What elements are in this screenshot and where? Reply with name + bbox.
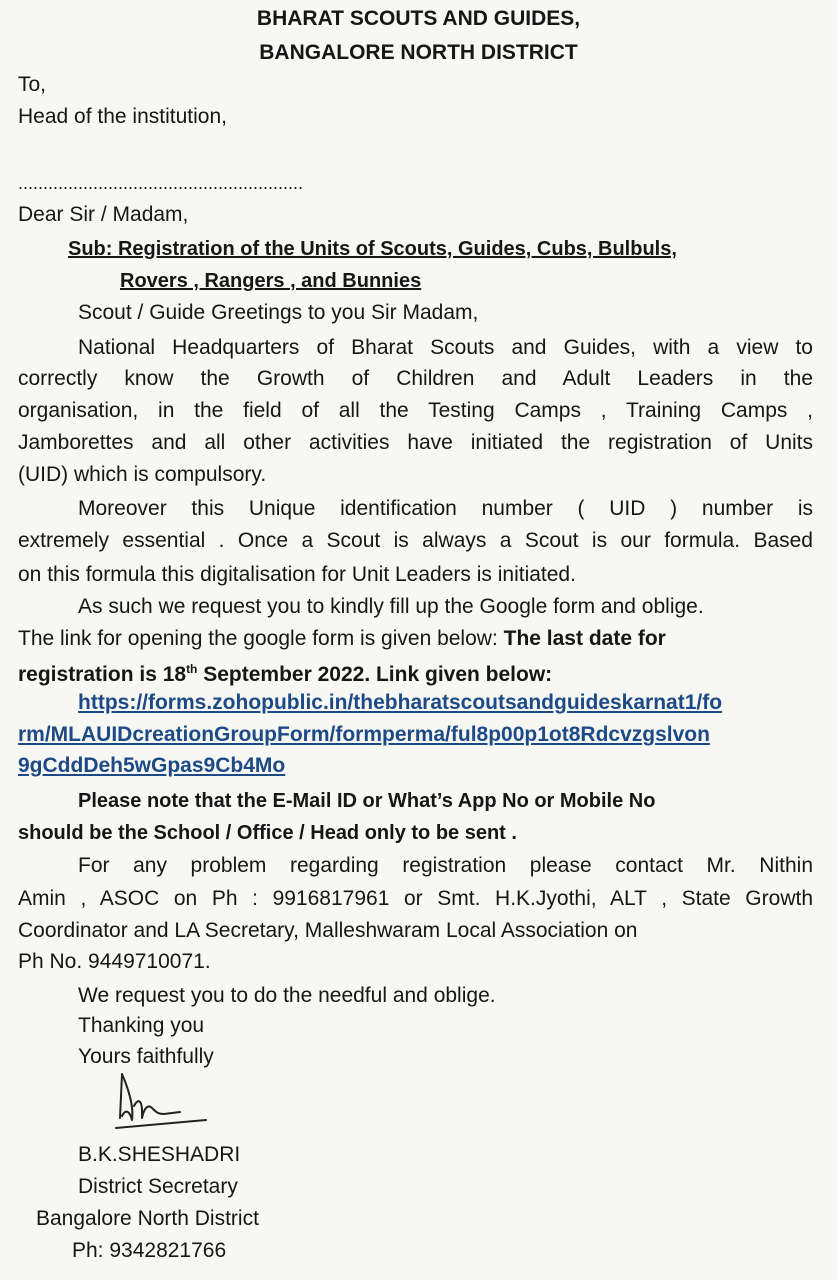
para1-line-3: organisation, in the field of all the Testing Camps , Training Camps , [18, 399, 813, 422]
note-line-2: should be the School / Office / Head only to be sent . [18, 822, 517, 844]
para1-line-5: (UID) which is compulsory. [18, 463, 267, 486]
contact-line-4: Ph No. 9449710071. [18, 950, 211, 973]
subject-line-1: Sub: Registration of the Units of Scouts, Guides, Cubs, Bulbuls, [68, 238, 677, 260]
greeting: Scout / Guide Greetings to you Sir Madam, [78, 301, 479, 324]
para2-line-3: on this formula this digitalisation for Unit Leaders is initiated. [18, 563, 576, 586]
para2-line-1: Moreover this Unique identification number ( UID ) number is [78, 497, 813, 520]
para3-line-2-text: The link for opening the google form is given below: [18, 627, 504, 650]
registration-date-text: registration is 18 [18, 663, 187, 686]
para1-line-2: correctly know the Growth of Children and Adult Leaders in the [18, 367, 813, 390]
para1-line-1: National Headquarters of Bharat Scouts and Guides, with a view to [78, 336, 813, 359]
subject-line-2: Rovers , Rangers , and Bunnies [120, 270, 422, 292]
signatory-name: B.K.SHESHADRI [78, 1143, 241, 1166]
address-blank-line: ......................................................... [18, 173, 304, 193]
last-date-label: The last date for [503, 627, 666, 650]
letterhead-line-2: BANGALORE NORTH DISTRICT [259, 41, 578, 64]
address-to: To, [18, 73, 47, 96]
form-link-line-2[interactable]: rm/MLAUIDcreationGroupForm/formperma/ful8p00p1ot8Rdcvzgslvon [18, 723, 710, 746]
signature-image [108, 1068, 218, 1138]
signatory-phone: Ph: 9342821766 [72, 1239, 227, 1262]
signatory-district: Bangalore North District [36, 1207, 259, 1230]
contact-line-2: Amin , ASOC on Ph : 9916817961 or Smt. H.K.Jyothi, ALT , State Growth [18, 887, 813, 910]
para3-line-1: As such we request you to kindly fill up the Google form and oblige. [78, 595, 704, 618]
letterhead-line-1: BHARAT SCOUTS AND GUIDES, [256, 7, 581, 30]
contact-line-1: For any problem regarding registration please contact Mr. Nithin [78, 854, 813, 877]
contact-line-3: Coordinator and LA Secretary, Malleshwaram Local Association on [18, 919, 638, 942]
address-recipient: Head of the institution, [18, 105, 227, 128]
para3-line-3 [18, 656, 552, 688]
form-link-line-3[interactable]: 9gCddDeh5wGpas9Cb4Mo [18, 754, 286, 777]
closing-yours: Yours faithfully [78, 1045, 214, 1068]
para1-line-4: Jamborettes and all other activities have initiated the registration of Units [18, 431, 813, 454]
signatory-title: District Secretary [78, 1175, 238, 1198]
date-suffix: th [186, 662, 198, 676]
note-line-1: Please note that the E-Mail ID or What’s App No or Mobile No [78, 790, 656, 812]
para2-line-2: extremely essential . Once a Scout is always a Scout is our formula. Based [18, 529, 813, 552]
registration-date-rest: September 2022. Link given below: [197, 663, 553, 686]
para3-line-2 [18, 626, 666, 652]
closing-thanks: Thanking you [78, 1014, 205, 1037]
closing-request: We request you to do the needful and oblige. [78, 984, 496, 1007]
form-link-line-1[interactable]: https://forms.zohopublic.in/thebharatscoutsandguideskarnat1/fo [78, 691, 723, 714]
salutation: Dear Sir / Madam, [18, 203, 189, 226]
